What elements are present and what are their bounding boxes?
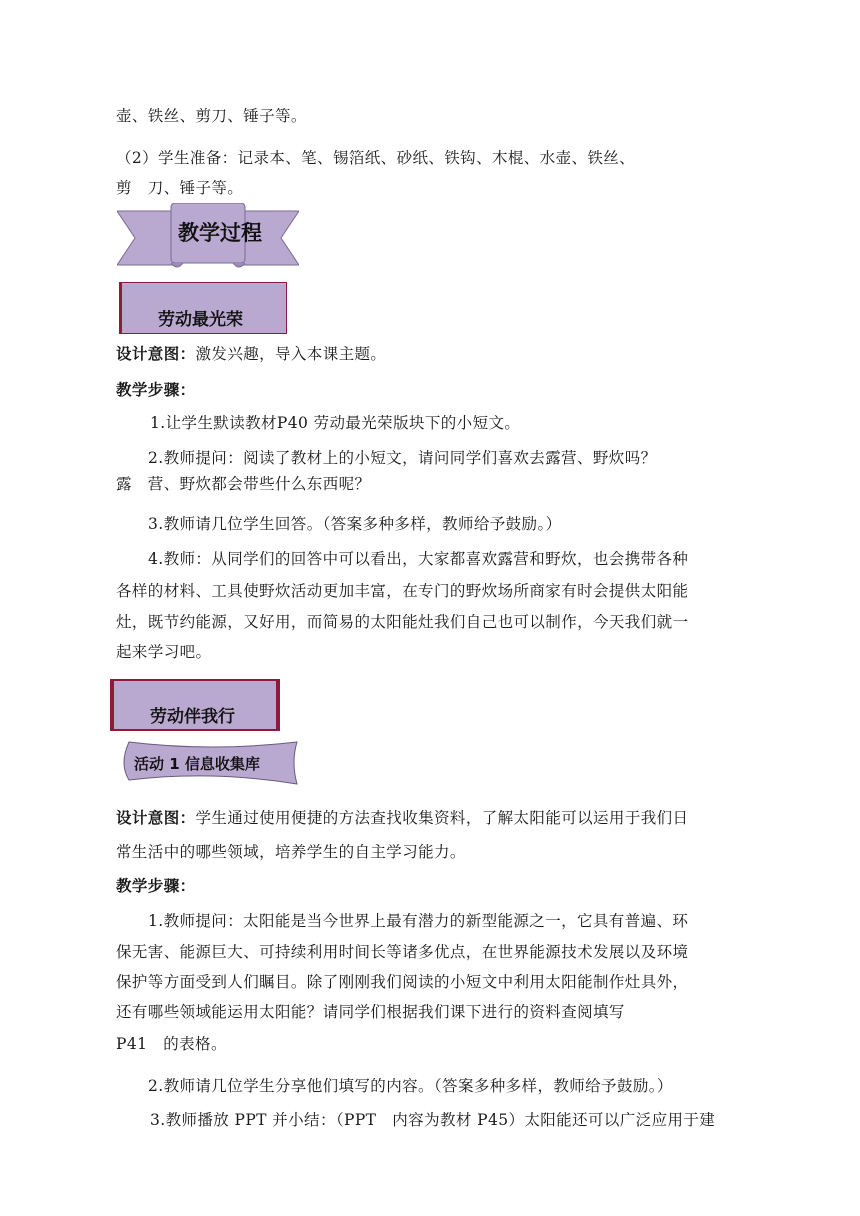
ribbon-title: 教学过程 (178, 221, 262, 245)
section-title: 劳动伴我行 (150, 707, 235, 727)
design-intent (116, 344, 386, 364)
step-line: 保无害、能源巨大、可持续利用时间长等诸多优点，在世界能源技术发展以及环境 (116, 943, 689, 961)
step-line: 起来学习吧。 (116, 643, 212, 661)
step-line: 保护等方面受到人们瞩目。除了刚刚我们阅读的小短文中利用太阳能制作灶具外， (116, 973, 689, 991)
text-line: （2）学生准备：记录本、笔、锡箔纸、砂纸、铁钩、木棍、水壶、铁丝、 (116, 149, 636, 167)
step-line: 2.教师请几位学生分享他们填写的内容。（答案多种多样，教师给予鼓励。） (148, 1077, 673, 1095)
activity-title: 活动 1 信息收集库 (134, 755, 260, 773)
text-line: 壶、铁丝、剪刀、锤子等。 (116, 107, 307, 125)
step-line: 1.让学生默读教材P40 劳动最光荣版块下的小短文。 (150, 414, 521, 432)
step-line: 还有哪些领域能运用太阳能？请同学们根据我们课下进行的资料查阅填写 (116, 1003, 625, 1021)
design-intent-label: 设计意图： (116, 344, 196, 363)
step-line: 各样的材料、工具使野炊活动更加丰富，在专门的野炊场所商家有时会提供太阳能 (116, 582, 689, 600)
design-intent-text: 激发兴趣，导入本课主题。 (195, 345, 387, 363)
steps-label: 教学步骤： (116, 380, 196, 399)
step-line: P41 的表格。 (116, 1035, 227, 1053)
step-line: 露 营、野炊都会带些什么东西呢？ (116, 475, 371, 493)
design-intent-text: 学生通过使用便捷的方法查找收集资料，了解太阳能可以运用于我们日 (195, 809, 689, 827)
steps-label: 教学步骤： (116, 876, 196, 895)
step-line: 1.教师提问：太阳能是当今世界上最有潜力的新型能源之一，它具有普遍、环 (148, 912, 689, 930)
section-title: 劳动最光荣 (158, 310, 243, 330)
step-line: 3.教师播放 PPT 并小结：（PPT 内容为教材 P45）太阳能还可以广泛应用于建 (150, 1111, 716, 1129)
text-line: 常生活中的哪些领域，培养学生的自主学习能力。 (116, 843, 466, 861)
step-line: 灶，既节约能源，又好用，而简易的太阳能灶我们自己也可以制作，今天我们就一 (116, 613, 689, 631)
design-intent-label: 设计意图： (116, 808, 196, 827)
step-line: 2.教师提问：阅读了教材上的小短文，请问同学们喜欢去露营、野炊吗？ (148, 449, 657, 467)
step-line: 3.教师请几位学生回答。（答案多种多样，教师给予鼓励。） (148, 515, 562, 533)
text-line: 剪 刀、锤子等。 (116, 179, 244, 197)
design-intent (116, 808, 688, 828)
step-line: 4.教师：从同学们的回答中可以看出，大家都喜欢露营和野炊，也会携带各种 (148, 550, 689, 568)
